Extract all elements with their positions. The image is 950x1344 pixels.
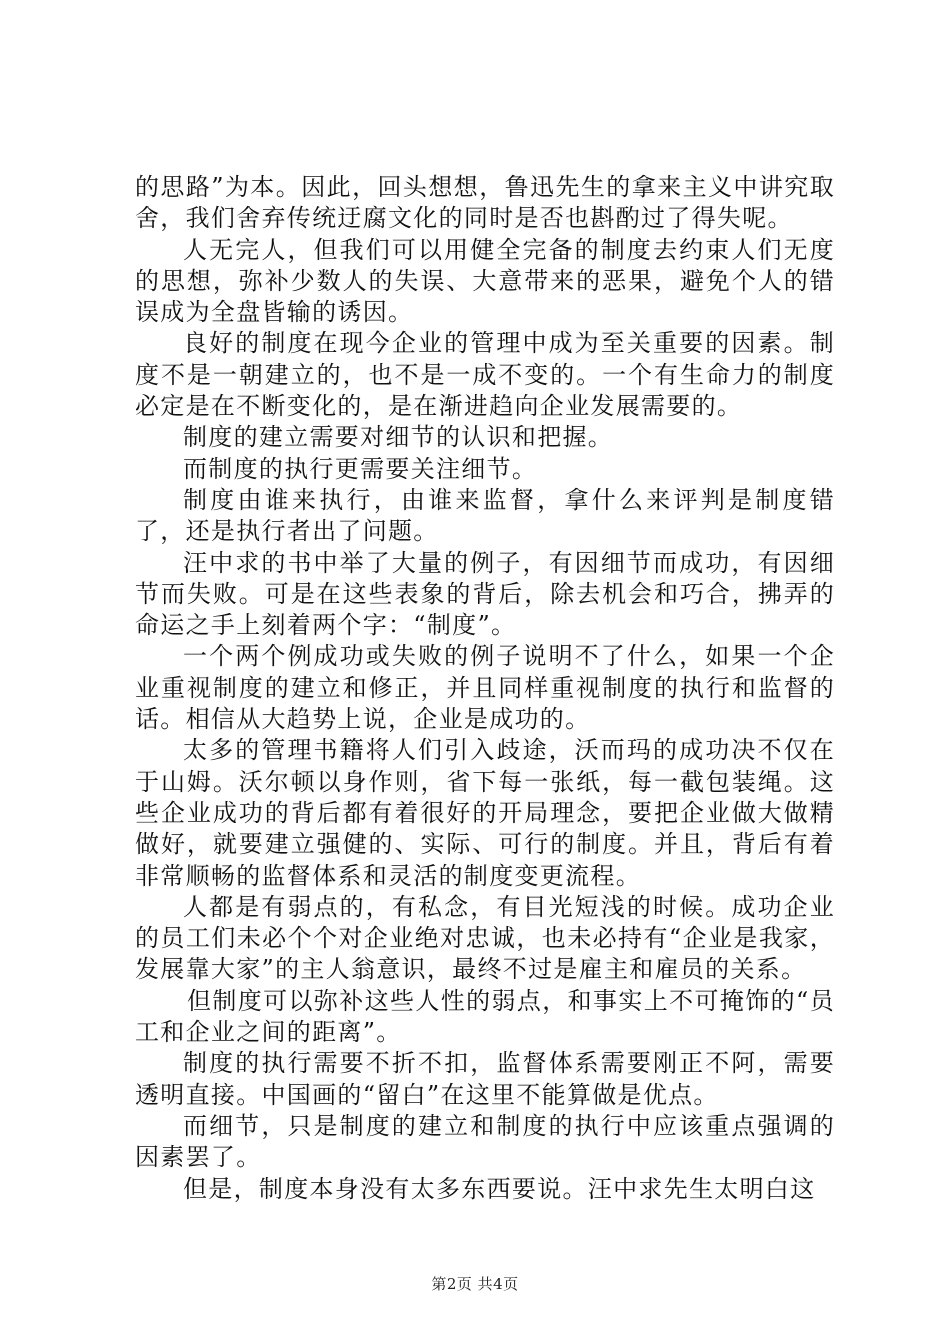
document-body bbox=[135, 172, 835, 1205]
page-footer bbox=[0, 1273, 950, 1294]
paragraph-13: 而细节，只是制度的建立和制度的执行中应该重点强调的因素罢了。 bbox=[135, 1111, 835, 1172]
paragraph-9: 太多的管理书籍将人们引入歧途，沃而玛的成功决不仅在于山姆。沃尔顿以身作则，省下每一张纸，每一截包装绳。这些企业成功的背后都有着很好的开局理念，要把企业做大做精做好，就要建立强健的、实际、可行的制度。并且，背后有着非常顺畅的监督体系和灵活的制度变更流程。 bbox=[135, 736, 835, 890]
paragraph-4: 制度的建立需要对细节的认识和把握。 bbox=[183, 423, 614, 452]
paragraph-3: 良好的制度在现今企业的管理中成为至关重要的因素。制度不是一朝建立的，也不是一成不变的。一个有生命力的制度必定是在不断变化的，是在渐进趋向企业发展需要的。 bbox=[135, 329, 835, 421]
paragraph-11: 但制度可以弥补这些人性的弱点，和事实上不可掩饰的“员工和企业之间的距离”。 bbox=[135, 986, 835, 1047]
page-number-label: 第2页 共4页 bbox=[431, 1275, 519, 1293]
paragraph-6: 制度由谁来执行，由谁来监督，拿什么来评判是制度错了，还是执行者出了问题。 bbox=[135, 485, 835, 546]
paragraph-8: 一个两个例成功或失败的例子说明不了什么，如果一个企业重视制度的建立和修正，并且同样重视制度的执行和监督的话。相信从大趋势上说，企业是成功的。 bbox=[135, 642, 835, 734]
paragraph-2: 人无完人，但我们可以用健全完备的制度去约束人们无度的思想，弥补少数人的失误、大意带来的恶果，避免个人的错误成为全盘皆输的诱因。 bbox=[135, 235, 835, 327]
paragraph-7: 汪中求的书中举了大量的例子，有因细节而成功，有因细节而失败。可是在这些表象的背后，除去机会和巧合，拂弄的命运之手上刻着两个字：“制度”。 bbox=[135, 548, 835, 640]
paragraph-12: 制度的执行需要不折不扣，监督体系需要刚正不阿，需要透明直接。中国画的“留白”在这里不能算做是优点。 bbox=[135, 1049, 835, 1109]
paragraph-5: 而制度的执行更需要关注细节。 bbox=[183, 454, 538, 483]
paragraph-1: 的思路”为本。因此，回头想想，鲁迅先生的拿来主义中讲究取舍，我们舍弃传统迂腐文化的同时是否也斟酌过了得失呢。 bbox=[135, 173, 835, 233]
paragraph-14: 但是，制度本身没有太多东西要说。汪中求先生太明白这 bbox=[183, 1174, 816, 1203]
paragraph-10: 人都是有弱点的，有私念，有目光短浅的时候。成功企业的员工们未必个个对企业绝对忠诚，也未必持有“企业是我家，发展靠大家”的主人翁意识，最终不过是雇主和雇员的关系。 bbox=[135, 892, 835, 984]
